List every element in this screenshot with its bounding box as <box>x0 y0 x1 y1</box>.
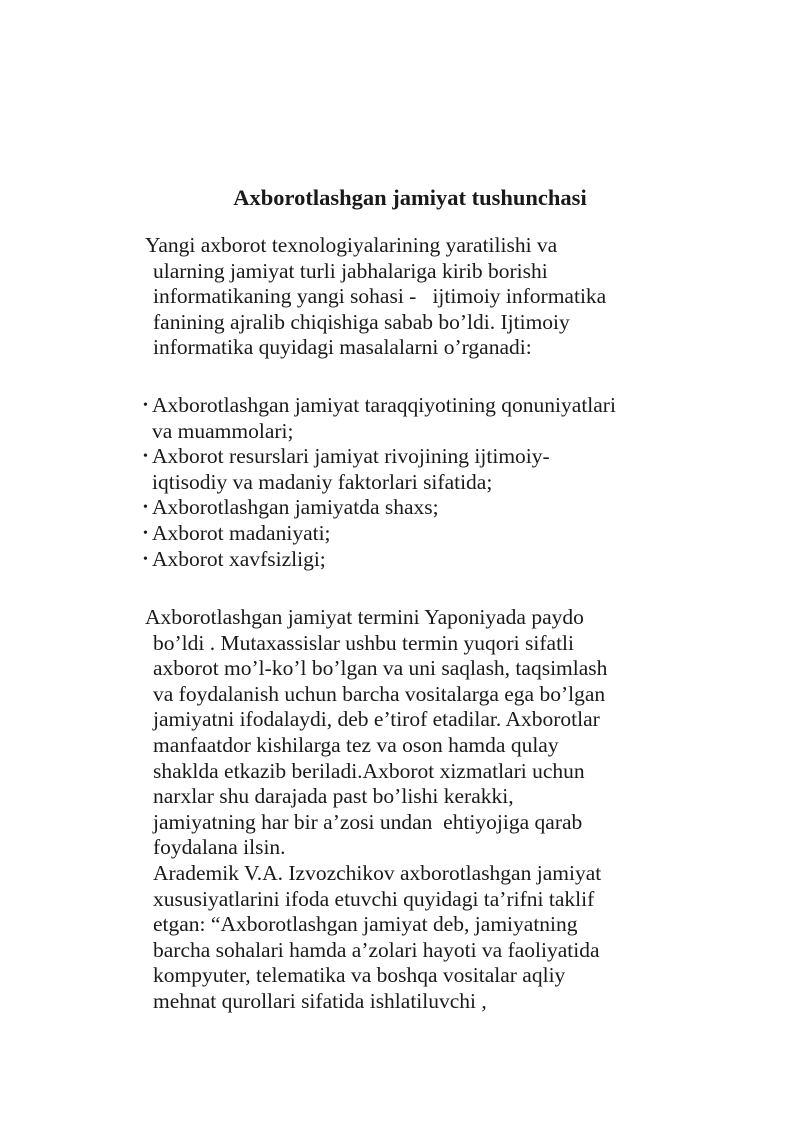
paragraph-line: axborot mo’l-ko’l bo’lgan va uni saqlash, taqsimlash <box>153 656 608 681</box>
paragraph-line: Axborotlashgan jamiyat termini Yaponiyada paydo <box>145 605 584 629</box>
paragraph-line: manfaatdor kishilarga tez va oson hamda qulay <box>153 732 559 757</box>
list-item <box>143 521 723 547</box>
list-item-line: va muammolari; <box>152 418 294 443</box>
topic-list <box>143 393 723 572</box>
paragraph-line: Arademik V.A. Izvozchikov axborotlashgan jamiyat <box>153 860 602 885</box>
page-title: Axborotlashgan jamiyat tushunchasi <box>233 185 587 210</box>
bullet-icon: • <box>143 398 148 413</box>
list-item <box>143 547 723 573</box>
paragraph-line: bo’ldi . Mutaxassislar ushbu termin yuqori sifatli <box>153 630 574 655</box>
paragraph-line: etgan: “Axborotlashgan jamiyat deb, jamiyatning <box>153 912 578 937</box>
list-item-line: Axborotlashgan jamiyatda shaxs; <box>152 495 439 520</box>
paragraph-line: va foydalanish uchun barcha vositalarga ega bo’lgan <box>153 681 606 706</box>
paragraph-line: foydalana ilsin. <box>153 835 286 860</box>
paragraph-line: Yangi axborot texnologiyalarining yaratilishi va <box>145 233 558 257</box>
paragraph-line: informatika quyidagi masalalarni o’rganadi: <box>153 335 532 360</box>
paragraph-line: narxlar shu darajada past bo’lishi kerakki, <box>153 784 514 809</box>
list-item <box>143 393 723 444</box>
paragraph-line: shaklda etkazib beriladi.Axborot xizmatlari uchun <box>153 758 585 783</box>
list-item-line: Axborot xavfsizligi; <box>152 546 326 571</box>
paragraph-line: kompyuter, telematika va boshqa vositalar aqliy <box>153 963 566 988</box>
body-paragraph <box>145 605 705 1015</box>
list-item <box>143 444 723 495</box>
paragraph-line: fanining ajralib chiqishiga sabab bo’ldi. Ijtimoiy <box>153 309 570 334</box>
intro-paragraph <box>145 233 705 361</box>
list-item-line: Axborotlashgan jamiyat taraqqiyotining qonuniyatlari <box>152 393 616 417</box>
paragraph-line: ularning jamiyat turli jabhalariga kirib borishi <box>153 258 548 283</box>
paragraph-line: barcha sohalari hamda a’zolari hayoti va faoliyatida <box>153 937 600 962</box>
bullet-icon: • <box>143 525 148 541</box>
bullet-icon: • <box>143 551 148 567</box>
bullet-icon: • <box>143 449 148 465</box>
list-item-line: Axborot resurslari jamiyat rivojining ijtimoiy- <box>152 444 550 469</box>
bullet-icon: • <box>143 500 148 516</box>
paragraph-line: mehnat qurollari sifatida ishlatiluvchi , <box>153 988 487 1013</box>
list-item-line: iqtisodiy va madaniy faktorlari sifatida; <box>152 469 493 494</box>
paragraph-line: jamiyatni ifodalaydi, deb e’tirof etadilar. Axborotlar <box>153 707 600 732</box>
list-item <box>143 495 723 521</box>
list-item-line: Axborot madaniyati; <box>152 520 331 545</box>
paragraph-line: jamiyatning har bir a’zosi undan ehtiyojiga qarab <box>153 809 583 834</box>
paragraph-line: informatikaning yangi sohasi - ijtimoiy informatika <box>153 284 607 309</box>
paragraph-line: xususiyatlarini ifoda etuvchi quyidagi ta’rifni taklif <box>153 886 595 911</box>
